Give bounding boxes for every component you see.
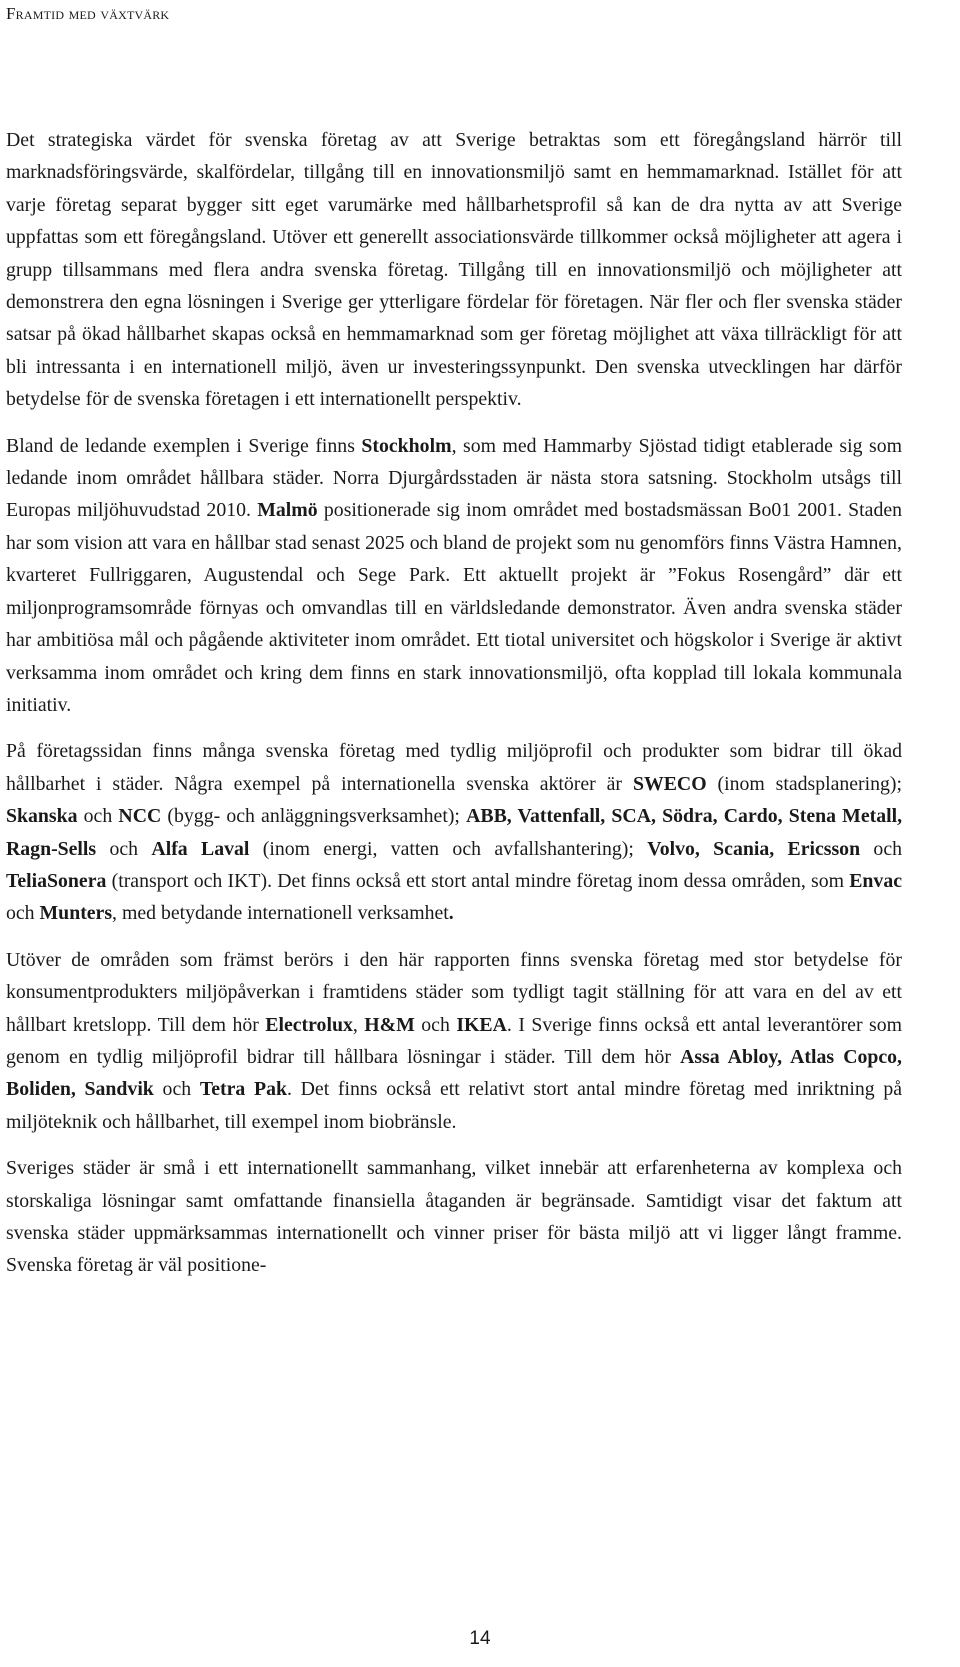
bold-text: Electrolux xyxy=(265,1013,353,1036)
text-run: På företagssidan finns många svenska företag med tydlig miljöprofil och produkter som bidrar till ökad hållbarhet i städer. Några exempel på internationella svenska aktörer är xyxy=(6,740,902,795)
bold-text: TeliaSonera xyxy=(6,869,107,892)
text-run: och xyxy=(414,1013,457,1036)
text-run: och xyxy=(77,805,119,828)
text-run: , som med Hammarby Sjöstad tidigt etablerade sig som ledande inom området hållbara städer. Norra Djurgårdsstaden är nästa stora satsning. Stockholm utsågs till Europas miljöhuvudstad 2010. xyxy=(6,434,902,522)
body-text xyxy=(6,124,902,1296)
bold-text: Munters xyxy=(39,902,113,925)
bold-text: H&M xyxy=(364,1013,415,1036)
text-run: positionerade sig inom området med bostadsmässan Bo01 2001. Staden har som vision att vara en hållbar stad senast 2025 och bland de projekt som nu genomförs finns Västra Hamnen, kvarteret Fullriggaren, Augustendal och Sege Park. Ett aktuellt projekt är ”Fokus Rosengård” där ett miljonprogramsområde förnyas och omvandlas till en världsledande demonstrator. Även andra svenska städer har ambitiösa mål och pågående aktiviteter inom området. Ett tiotal universitet och högskolor i Sverige är aktivt verksamma inom området och kring dem finns en stark innovationsmiljö, ofta kopplad till lokala kommunala initiativ. xyxy=(6,499,903,716)
running-header: Framtid med växtvärk xyxy=(6,4,170,23)
bold-text: Stockholm xyxy=(361,434,452,457)
text-run: (inom energi, vatten och avfallshantering); xyxy=(249,837,648,860)
text-run: och xyxy=(153,1078,200,1101)
bold-text: SWECO xyxy=(632,772,707,795)
text-run: Utöver de områden som främst berörs i den här rapporten finns svenska företag med stor betydelse för konsumentprodukters miljöpåverkan i framtidens städer som tydligt tagit ställning för att vara en del av ett hållbart kretslopp. Till dem hör xyxy=(6,948,902,1036)
text-run: och xyxy=(6,902,40,925)
paragraph xyxy=(6,944,902,1138)
text-run: och xyxy=(96,837,152,860)
text-run: Det strategiska värdet för svenska företag av att Sverige betraktas som ett föregångsland härrör till marknadsföringsvärde, skalfördelar, tillgång till en innovationsmiljö samt en hemmamarknad. Istället för att varje företag separat bygger sitt eget varumärke med hållbarhetsprofil så kan de dra nytta av att Sverige uppfattas som ett föregångsland. Utöver ett generellt associationsvärde tillkommer också möjligheter att agera i grupp tillsammans med flera andra svenska företag. Tillgång till en innovationsmiljö och möjligheter att demonstrera den egna lösningen i Sverige ger ytterligare fördelar för företagen. När fler och fler svenska städer satsar på ökad hållbarhet skapas också en hemmamarknad som ger företag möjlighet att växa tillräckligt för att bli intressanta i en internationell miljö, även ur investeringssynpunkt. Den svenska utvecklingen har därför betydelse för de svenska företagen i ett internationellt perspektiv. xyxy=(6,129,902,411)
text-run: och xyxy=(860,837,902,860)
bold-text: Volvo, Scania, Ericsson xyxy=(647,837,861,860)
text-run: . Det finns också ett relativt stort antal mindre företag med inriktning på miljöteknik och hållbarhet, till exempel inom biobränsle. xyxy=(6,1078,902,1133)
paragraph xyxy=(6,430,902,722)
paragraph xyxy=(6,1152,902,1282)
bold-text: NCC xyxy=(118,805,162,828)
paragraph xyxy=(6,124,902,416)
paragraph xyxy=(6,735,902,929)
text-run: , med betydande internationell verksamhet xyxy=(112,902,449,925)
bold-text: Skanska xyxy=(6,805,78,828)
bold-text: IKEA xyxy=(456,1013,507,1036)
bold-text: Envac xyxy=(849,869,902,892)
bold-text: Alfa Laval xyxy=(151,837,250,860)
bold-text: Assa Abloy, Atlas Copco, Boliden, Sandvik xyxy=(6,1045,902,1101)
text-run: (bygg- och anläggningsverksamhet); xyxy=(161,805,467,828)
bold-text: ABB, Vattenfall, SCA, Södra, Cardo, Stena Metall, Ragn-Sells xyxy=(6,805,903,860)
text-run: (transport och IKT). Det finns också ett stort antal mindre företag inom dessa områden, som xyxy=(106,869,850,892)
page-number: 14 xyxy=(469,1628,491,1649)
text-run: Sveriges städer är små i ett internationellt sammanhang, vilket innebär att erfarenheterna av komplexa och storskaliga lösningar samt omfattande finansiella åtaganden är begränsade. Samtidigt visar det faktum att svenska städer uppmärksammas internationellt och vinner priser för bästa miljö att vi ligger långt framme. Svenska företag är väl positione- xyxy=(6,1157,902,1277)
bold-text: Malmö xyxy=(257,499,318,522)
text-run: , xyxy=(352,1013,365,1036)
text-run: (inom stadsplanering); xyxy=(706,772,902,795)
bold-text: Tetra Pak xyxy=(199,1078,287,1101)
bold-text: . xyxy=(448,902,454,925)
text-run: Bland de ledande exemplen i Sverige finns xyxy=(6,434,362,457)
text-run: . I Sverige finns också ett antal leverantörer som genom en tydlig miljöprofil bidrar till hållbara lösningar i städer. Till dem hör xyxy=(6,1013,902,1068)
